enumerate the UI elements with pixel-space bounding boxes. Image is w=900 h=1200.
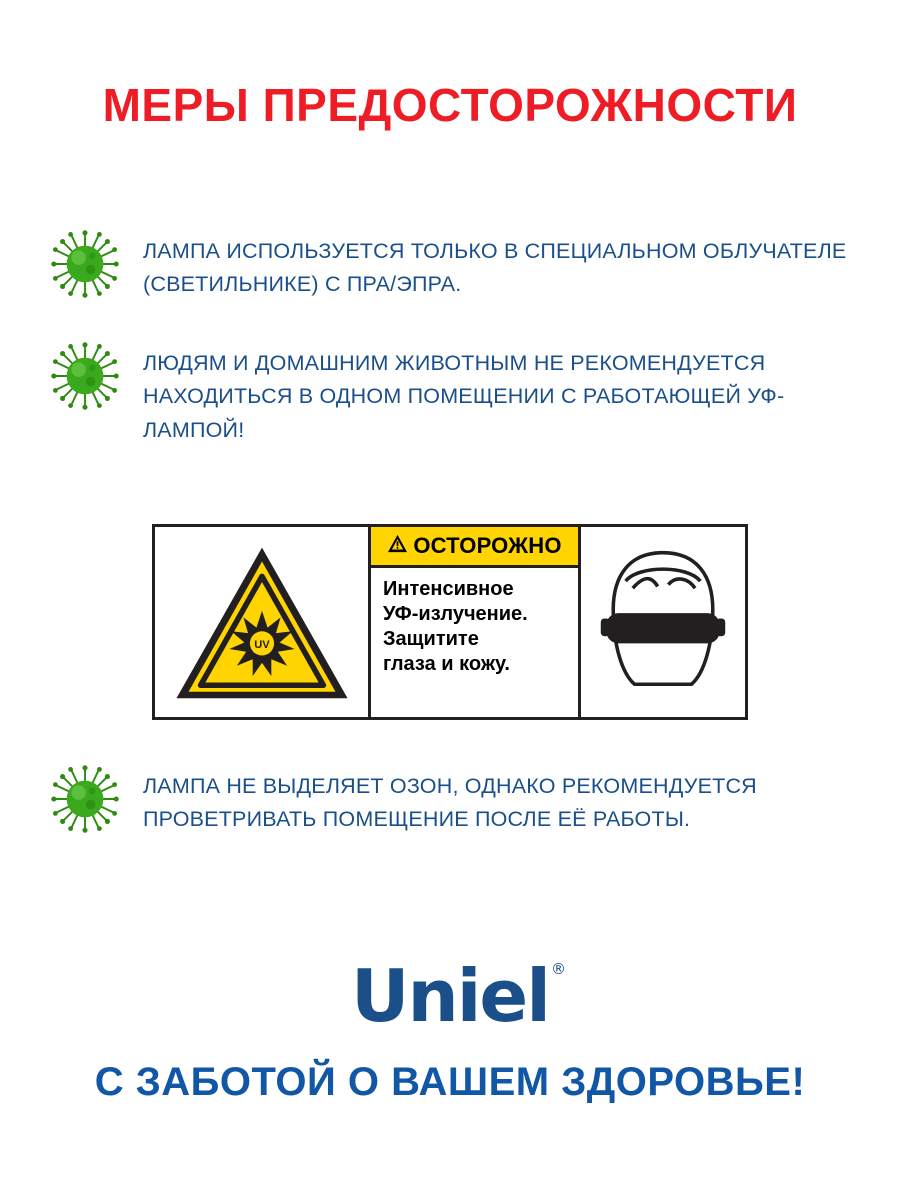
- precautions-list-secondary: [45, 763, 865, 875]
- page-title: МЕРЫ ПРЕДОСТОРОЖНОСТИ: [102, 79, 798, 131]
- safety-goggles-icon: [581, 527, 745, 717]
- list-item: [45, 228, 865, 304]
- brand-name: [351, 954, 566, 1038]
- list-item: [45, 340, 865, 447]
- brand-name-text: Uniel: [351, 954, 549, 1038]
- virus-icon: [45, 336, 125, 416]
- brand-logo: [0, 954, 900, 1038]
- virus-icon: [45, 224, 125, 304]
- virus-icon: [45, 759, 125, 839]
- precautions-list: [45, 228, 865, 483]
- list-item-text: ЛАМПА ИСПОЛЬЗУЕТСЯ ТОЛЬКО В СПЕЦИАЛЬНОМ ОБЛУЧАТЕЛЕ (СВЕТИЛЬНИКЕ) С ПРА/ЭПРА.: [143, 239, 847, 297]
- caution-body-line: Интенсивное: [383, 578, 514, 600]
- registered-trademark-icon: ®: [550, 960, 566, 978]
- list-item: [45, 763, 865, 839]
- caution-heading-bar: [371, 527, 578, 568]
- caution-body-line: Защитите: [383, 628, 479, 650]
- uv-warning-label: [152, 524, 748, 720]
- caution-body-line: глаза и кожу.: [383, 653, 510, 675]
- uv-symbol-text: UV: [253, 639, 270, 652]
- warning-triangle-icon: [387, 533, 408, 559]
- caution-body-line: УФ-излучение.: [383, 603, 528, 625]
- list-item-text: ЛЮДЯМ И ДОМАШНИМ ЖИВОТНЫМ НЕ РЕКОМЕНДУЕТСЯ НАХОДИТЬСЯ В ОДНОМ ПОМЕЩЕНИИ С РАБОТАЮЩЕЙ УФ-ЛАМПОЙ!: [143, 351, 785, 442]
- list-item-text: ЛАМПА НЕ ВЫДЕЛЯЕТ ОЗОН, ОДНАКО РЕКОМЕНДУЕТСЯ ПРОВЕТРИВАТЬ ПОМЕЩЕНИЕ ПОСЛЕ ЕЁ РАБОТЫ.: [143, 774, 757, 832]
- footer-slogan: С ЗАБОТОЙ О ВАШЕМ ЗДОРОВЬЕ!: [94, 1060, 806, 1104]
- caution-heading-text: ОСТОРОЖНО: [413, 533, 562, 558]
- uv-radiation-triangle-icon: [155, 527, 371, 717]
- caution-text-block: [371, 527, 581, 717]
- caution-body-text: [371, 568, 578, 717]
